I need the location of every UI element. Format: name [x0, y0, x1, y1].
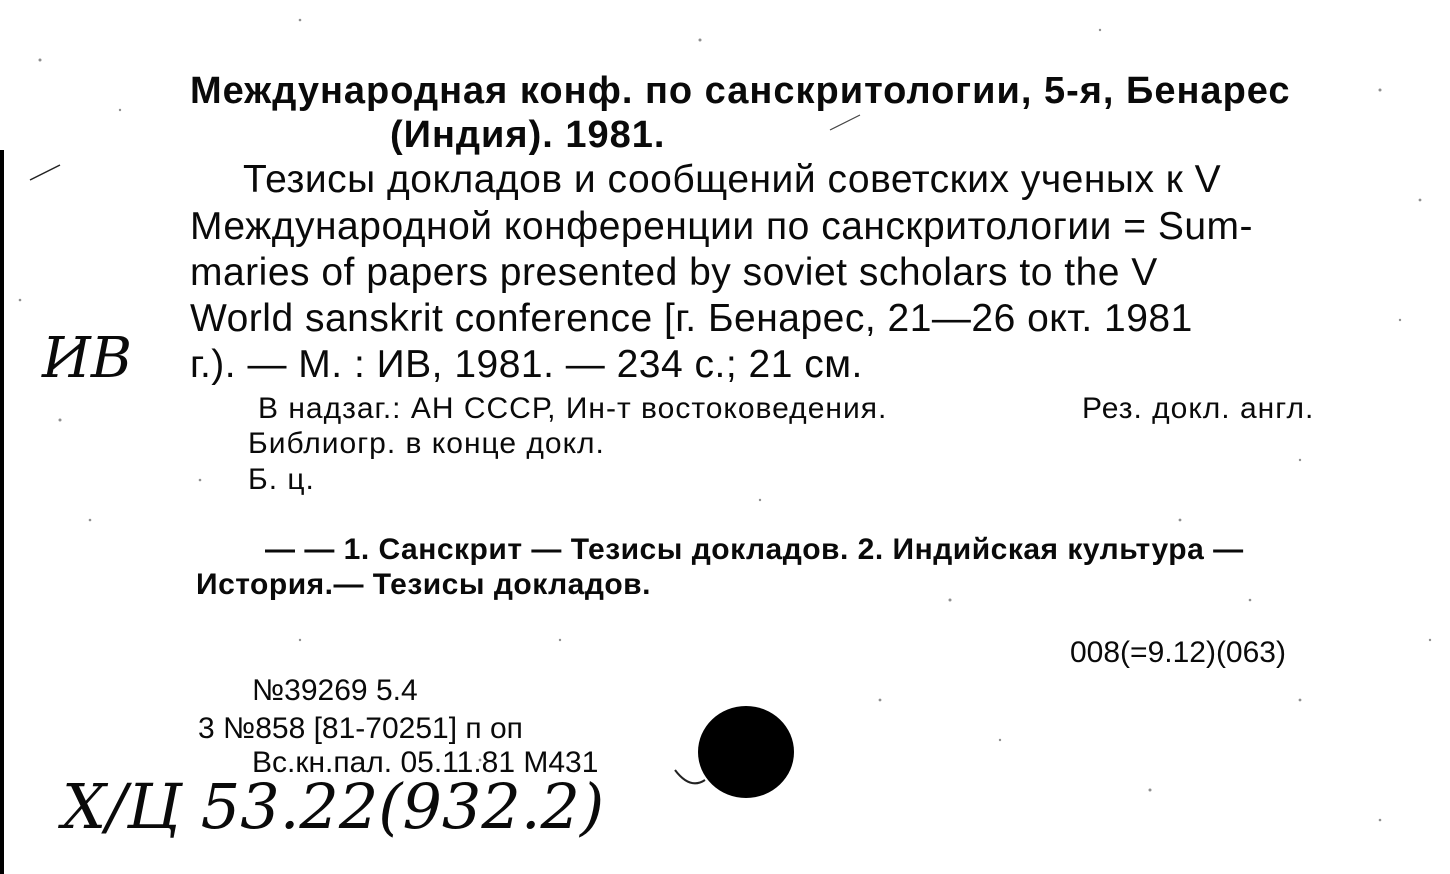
- punch-hole: [698, 706, 794, 798]
- card-heading-line2: (Индия). 1981.: [390, 114, 666, 156]
- note-line: Б. ц.: [248, 463, 315, 496]
- description-line: Тезисы докладов и сообщений советских ученых к V: [243, 158, 1222, 201]
- description-line: World sanskrit conference [г. Бенарес, 21—26 окт. 1981: [190, 297, 1193, 340]
- subject-line: История.— Тезисы докладов.: [196, 568, 651, 601]
- note-line-right: Рез. докл. англ.: [1082, 392, 1315, 425]
- description-line: Международной конференции по санскритологии = Sum-: [190, 205, 1254, 248]
- note-line: В надзаг.: АН СССР, Ин-т востоковедения.: [258, 392, 888, 425]
- subject-line: — — 1. Санскрит — Тезисы докладов. 2. Индийская культура —: [265, 533, 1244, 566]
- card-heading-line1: Международная конф. по санскритологии, 5-я, Бенарес: [190, 70, 1291, 112]
- handwritten-shelfmark: Х/Ц 53.22(932.2): [62, 770, 605, 843]
- footer-line: Вс.кн.пал. 05.11.81 М431: [252, 746, 599, 779]
- classification-code: 008(=9.12)(063): [1070, 636, 1286, 669]
- footer-line: 3 №858 [81-70251] п оп: [198, 712, 523, 745]
- handwritten-margin-mark: ИВ: [42, 326, 132, 391]
- description-line: г.). — М. : ИВ, 1981. — 234 с.; 21 см.: [190, 343, 863, 386]
- description-line: maries of papers presented by soviet scholars to the V: [190, 251, 1158, 294]
- note-line: Библиогр. в конце докл.: [248, 427, 605, 460]
- footer-line: №39269 5.4: [252, 674, 418, 707]
